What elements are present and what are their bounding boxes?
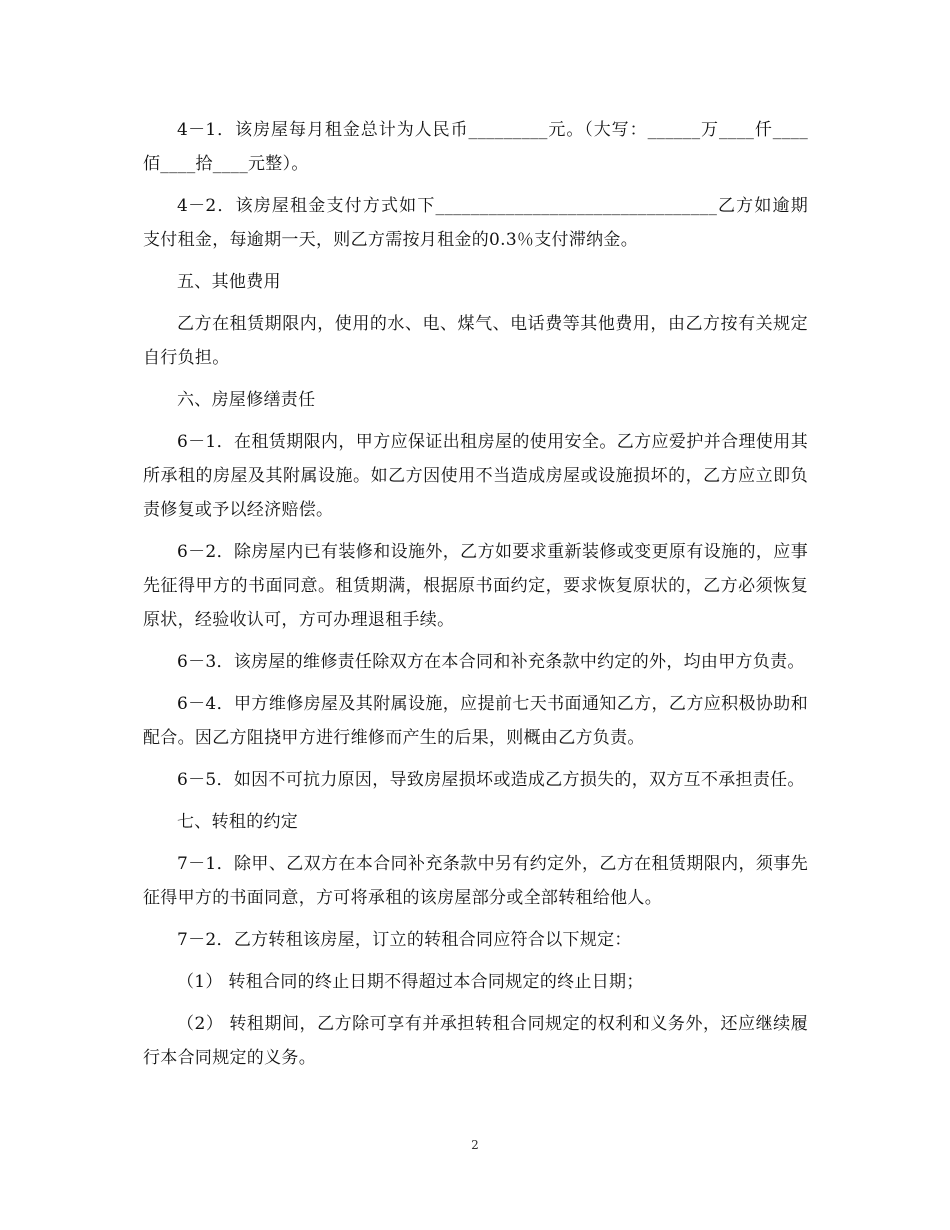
clause-6-3: 6－3．该房屋的维修责任除双方在本合同和补充条款中约定的外，均由甲方负责。 — [177, 652, 805, 672]
clause-4-1: 4－1．该房屋每月租金总计为人民币_________元。（大写：______万____仟____佰____拾____元整）。 — [143, 120, 808, 174]
clause-6-5: 6－5．如因不可抗力原因，导致房屋损坏或造成乙方损失的，双方互不承担责任。 — [177, 770, 805, 790]
clause-7-2-item-2: （2） 转租期间，乙方除可享有并承担转租合同规定的权利和义务外，还应继续履行本合同规定的义务。 — [143, 1014, 808, 1068]
clause-7-1: 7－1．除甲、乙双方在本合同补充条款中另有约定外，乙方在租赁期限内，须事先征得甲方的书面同意，方可将承租的该房屋部分或全部转租给他人。 — [143, 854, 808, 908]
section-heading-repair: 六、房屋修缮责任 — [177, 390, 316, 410]
clause-6-4: 6－4．甲方维修房屋及其附属设施，应提前七天书面通知乙方，乙方应积极协助和配合。因乙方阻挠甲方进行维修而产生的后果，则概由乙方负责。 — [143, 694, 808, 748]
clause-4-2: 4－2．该房屋租金支付方式如下________________________________乙方如逾期支付租金，每逾期一天，则乙方需按月租金的0.3％支付滞纳金。 — [143, 196, 808, 250]
other-fees-text: 乙方在租赁期限内，使用的水、电、煤气、电话费等其他费用，由乙方按有关规定自行负担。 — [143, 314, 808, 368]
page-number: 2 — [471, 1138, 479, 1152]
clause-6-1: 6－1．在租赁期限内，甲方应保证出租房屋的使用安全。乙方应爱护并合理使用其所承租的房屋及其附属设施。如乙方因使用不当造成房屋或设施损坏的，乙方应立即负责修复或予以经济赔偿。 — [143, 432, 808, 520]
section-heading-other-fees: 五、其他费用 — [177, 272, 281, 292]
clause-7-2-item-1: （1） 转租合同的终止日期不得超过本合同规定的终止日期； — [177, 972, 644, 992]
section-heading-sublease: 七、转租的约定 — [177, 812, 299, 832]
clause-7-2: 7－2．乙方转租该房屋，订立的转租合同应符合以下规定： — [177, 930, 632, 950]
document-body — [143, 113, 808, 1083]
clause-6-2: 6－2．除房屋内已有装修和设施外，乙方如要求重新装修或变更原有设施的，应事先征得甲方的书面同意。租赁期满，根据原书面约定，要求恢复原状的，乙方必须恢复原状，经验收认可，方可办理退租手续。 — [143, 542, 808, 630]
